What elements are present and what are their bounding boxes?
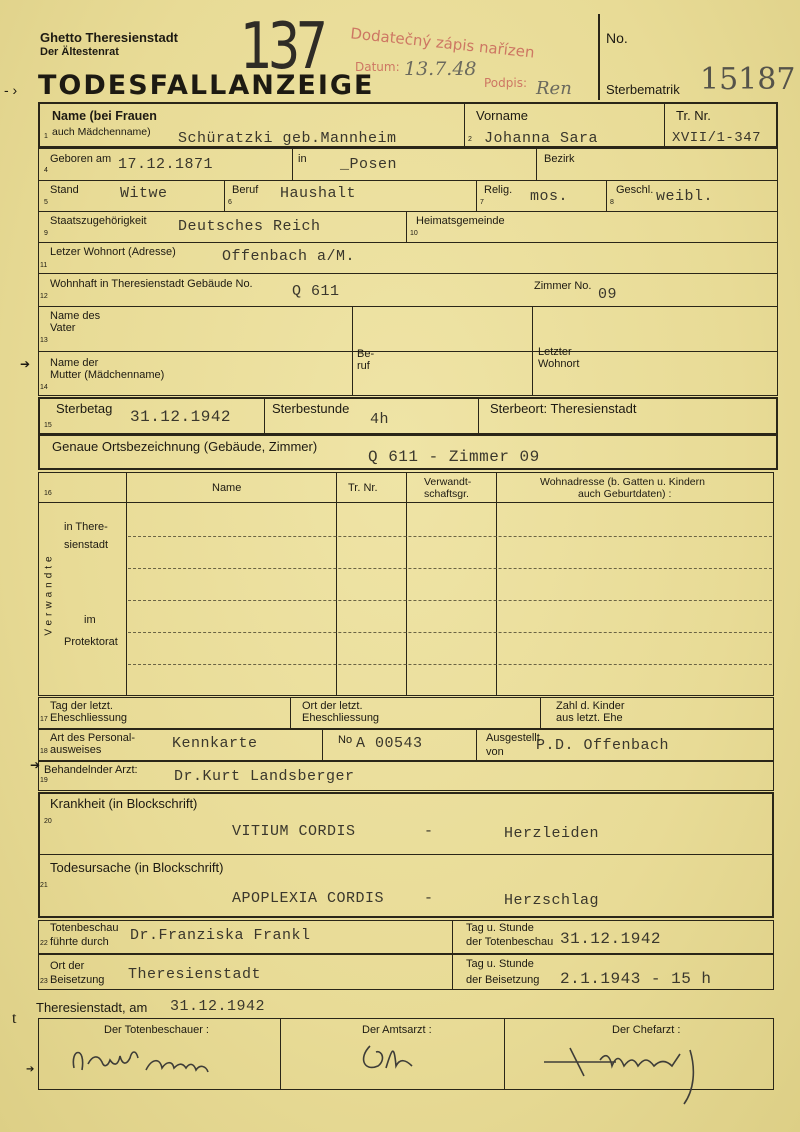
arzt-value: Dr.Kurt Landsberger — [174, 768, 355, 785]
kinder-label1: Zahl d. Kinder — [556, 700, 625, 712]
staat-value: Deutsches Reich — [178, 218, 321, 235]
in-there2: sienstadt — [64, 539, 109, 551]
trnr-label: Tr. Nr. — [676, 108, 711, 123]
id-no-label: No — [338, 734, 353, 746]
geboren-value: 17.12.1871 — [118, 156, 214, 173]
form-title: TODESFALLANZEIGE — [38, 70, 375, 101]
marriage-ort-label1: Ort der letzt. — [302, 700, 363, 712]
col-wohn2: auch Geburtdaten) : — [578, 488, 672, 500]
signature-chefarzt — [540, 1036, 770, 1106]
sterbetag-value: 31.12.1942 — [130, 408, 232, 426]
ort-beisetz-label2: Beisetzung — [50, 974, 105, 986]
in-there1: in There- — [64, 521, 108, 533]
sterbematrik-label: Sterbematrik — [606, 82, 680, 97]
sterbetag-label: Sterbetag — [56, 401, 113, 416]
name-label2: auch Mädchenname) — [52, 126, 151, 138]
ort-label: Genaue Ortsbezeichnung (Gebäude, Zimmer) — [52, 439, 318, 454]
geboren-label: Geboren am — [50, 153, 112, 165]
col-verw1: Verwandt- — [424, 476, 472, 488]
geschl-value: weibl. — [656, 188, 714, 205]
margin-arrow-icon: ➔ — [20, 357, 31, 371]
beschau-value: Dr.Franziska Frankl — [130, 927, 311, 944]
tag-beisetz-value: 2.1.1943 - 15 h — [560, 970, 712, 988]
tag-beisetz-label2: der Beisetzung — [466, 974, 540, 986]
ausgestellt-value: P.D. Offenbach — [536, 737, 670, 754]
beruf-label: Beruf — [232, 184, 259, 196]
wohnhaft-value: Q 611 — [292, 283, 340, 300]
letzter-label2: Wohnort — [538, 358, 580, 370]
zimmer-value: 09 — [598, 286, 618, 303]
trnr-value: XVII/1-347 — [672, 130, 762, 146]
org-line2: Der Ältestenrat — [40, 46, 119, 58]
ursache-value1: APOPLEXIA CORDIS — [232, 890, 385, 907]
org-line1: Ghetto Theresienstadt — [40, 30, 178, 45]
mutter-label2: Mutter (Mädchenname) — [50, 369, 165, 381]
marriage-row — [38, 697, 774, 729]
stamp-datum-label: Datum: — [355, 60, 400, 74]
tag-beschau-label1: Tag u. Stunde — [466, 922, 534, 934]
beschau-label2: führte durch — [50, 936, 109, 948]
relig-value: mos. — [530, 188, 569, 205]
ausgestellt-label1: Ausgestellt — [486, 732, 540, 744]
stand-value: Witwe — [120, 185, 168, 202]
margin-arrow-icon: ➔ — [30, 758, 41, 772]
letzter-label1: Letzter — [538, 346, 572, 358]
place-date-label: Theresienstadt, am — [36, 1000, 148, 1015]
death-certificate-page: Ghetto Theresienstadt Der Ältestenrat TODESFALLANZEIGE 137 Dodatečný zápis nařízen Datum: 13.7.48 Podpis: Ren No. Sterbematrik 15187 - › Name (bei Frauen auch Mädchenname) 1 Schüratzki geb.Mannheim Vorname 2 Johanna Sara Tr. Nr. XVII/1-347 Geboren am 4 17.12.1871 in _Posen Bezirk Stand 5 Witwe Beruf 6 Haushalt Relig. 7 mos. Geschl. 8 weibl. Staatszugehörigkeit 9 Deutsches Reich Heimatsgemeinde 10 Letzer Wohnort (Adresse) 11 Offenbach a/M. Wohnhaft in Theresienstadt Gebäude No. 12 Q 611 Zimmer No. 09 Name des Vater 13 Name der Mutter (Mädchenname) 14 ➔ Be- ruf Letzter Wohnort Sterbetag 15 31.12.1942 Sterbestunde 4h Sterbeort: Theresienstadt Genaue Ortsbezeichnung (Gebäude, Zimmer) Q 611 - Zimmer 09 16 Name Tr. Nr. Verwandt- schaftsgr. Wohnadresse (b. Gatten u. Kindern auch Geburtdaten) : in There- sienstadt im Protektorat Verwandte Tag der letzt. Eheschliessung 17 Ort der letzt. Eheschliessung Zahl d. Kinder aus letzt. Ehe Art des Personal- ausweises 18 Kennkarte No A 00543 Ausgestellt von P.D. Offenbach Behandelnder Arzt: 19 ➔ Dr.Kurt Landsberger Krankheit (in Blockschrift) 20 VITIUM CORDIS - Herzleiden Todesursache (in Blockschrift) 21 APOPLEXIA CORDIS - Herzschlag Totenbeschau führte durch 22 Dr.Franziska Frankl Tag u. Stunde der Totenbeschau 31.12.1942 Ort der Beisetzung 23 Theresienstadt Tag u. Stunde der Beisetzung 2.1.1943 - 15 h Theresienstadt, am 31.12.1942 t Der Totenbeschauer : Der Amtsarzt : Der Chefarzt : ➔ — [0, 0, 800, 1132]
stamp-podpis-label: Podpis: — [484, 76, 528, 90]
beruf-value: Haushalt — [280, 185, 357, 202]
art-label2: ausweises — [50, 744, 102, 756]
staat-label: Staatszugehörigkeit — [50, 215, 147, 227]
ursache-value2: Herzschlag — [504, 892, 600, 909]
in-label: in — [298, 153, 307, 165]
margin-mark: t — [12, 1010, 17, 1027]
art-value: Kennkarte — [172, 735, 258, 752]
ort-beisetz-label1: Ort der — [50, 960, 85, 972]
vorname-label: Vorname — [476, 108, 529, 123]
marriage-tag-label2: Eheschliessung — [50, 712, 128, 724]
col-trnr: Tr. Nr. — [348, 482, 378, 494]
stamp-signature: Ren — [536, 78, 572, 99]
marriage-tag-label1: Tag der letzt. — [50, 700, 113, 712]
wohnhaft-label: Wohnhaft in Theresienstadt Gebäude No. — [50, 278, 253, 290]
margin-arrow-icon: ➔ — [26, 1064, 35, 1075]
bezirk-label: Bezirk — [544, 153, 575, 165]
sterbestunde-label: Sterbestunde — [272, 401, 350, 416]
wohnort-value: Offenbach a/M. — [222, 248, 356, 265]
stamp-datum-value: 13.7.48 — [404, 58, 477, 80]
stamp-line1: Dodatečný zápis nařízen — [349, 24, 536, 62]
im-label: im — [84, 614, 96, 626]
sterbematrik-value: 15187 — [700, 62, 796, 97]
vater-label2: Vater — [50, 322, 76, 334]
col-name: Name — [212, 482, 242, 494]
ort-value: Q 611 - Zimmer 09 — [368, 448, 540, 466]
stand-label: Stand — [50, 184, 79, 196]
id-no-value: A 00543 — [356, 735, 423, 752]
in-value: _Posen — [340, 156, 398, 173]
vorname-value: Johanna Sara — [484, 130, 599, 147]
beruf2-label1: Be- — [357, 348, 375, 360]
ausgestellt-label2: von — [486, 746, 504, 758]
arzt-row — [38, 761, 774, 791]
krankheit-value1: VITIUM CORDIS — [232, 823, 356, 840]
krankheit-label: Krankheit (in Blockschrift) — [50, 796, 198, 811]
signature-amtsarzt — [356, 1038, 426, 1078]
heimat-label: Heimatsgemeinde — [416, 215, 505, 227]
vater-label1: Name des — [50, 310, 101, 322]
sterbestunde-value: 4h — [370, 411, 390, 428]
geschl-label: Geschl. — [616, 184, 654, 196]
tag-beschau-label2: der Totenbeschau — [466, 936, 554, 948]
zimmer-label: Zimmer No. — [534, 280, 592, 292]
ort-beisetz-value: Theresienstadt — [128, 966, 262, 983]
kinder-label2: aus letzt. Ehe — [556, 712, 623, 724]
name-value: Schüratzki geb.Mannheim — [178, 130, 397, 147]
ursache-dash: - — [424, 890, 434, 907]
ursache-label: Todesursache (in Blockschrift) — [50, 860, 224, 875]
krankheit-value2: Herzleiden — [504, 825, 600, 842]
krankheit-dash: - — [424, 823, 434, 840]
mutter-label1: Name der — [50, 357, 99, 369]
protektorat-label: Protektorat — [64, 636, 118, 648]
sterbeort-label: Sterbeort: Theresienstadt — [490, 401, 637, 416]
no-label: No. — [606, 30, 628, 46]
marriage-ort-label2: Eheschliessung — [302, 712, 380, 724]
wohnort-label: Letzer Wohnort (Adresse) — [50, 246, 176, 258]
verwandte-side-label: Verwandte — [43, 552, 55, 636]
sig3-label: Der Chefarzt : — [612, 1024, 681, 1036]
name-label: Name (bei Frauen — [52, 109, 157, 123]
beruf2-label2: ruf — [357, 360, 370, 372]
signature-totenbeschauer — [60, 1040, 276, 1084]
col-wohn1: Wohnadresse (b. Gatten u. Kindern — [540, 476, 705, 488]
art-label1: Art des Personal- — [50, 732, 135, 744]
sig2-label: Der Amtsarzt : — [362, 1024, 432, 1036]
beschau-label1: Totenbeschau — [50, 922, 119, 934]
margin-arrow-icon: - › — [4, 82, 18, 98]
place-date-value: 31.12.1942 — [170, 998, 266, 1015]
big-handwritten-number: 137 — [240, 10, 324, 84]
arzt-label: Behandelnder Arzt: — [44, 764, 138, 776]
relig-label: Relig. — [484, 184, 513, 196]
tag-beisetz-label1: Tag u. Stunde — [466, 958, 534, 970]
tag-beschau-value: 31.12.1942 — [560, 930, 662, 948]
col-verw2: schaftsgr. — [424, 488, 469, 500]
sig1-label: Der Totenbeschauer : — [104, 1024, 209, 1036]
